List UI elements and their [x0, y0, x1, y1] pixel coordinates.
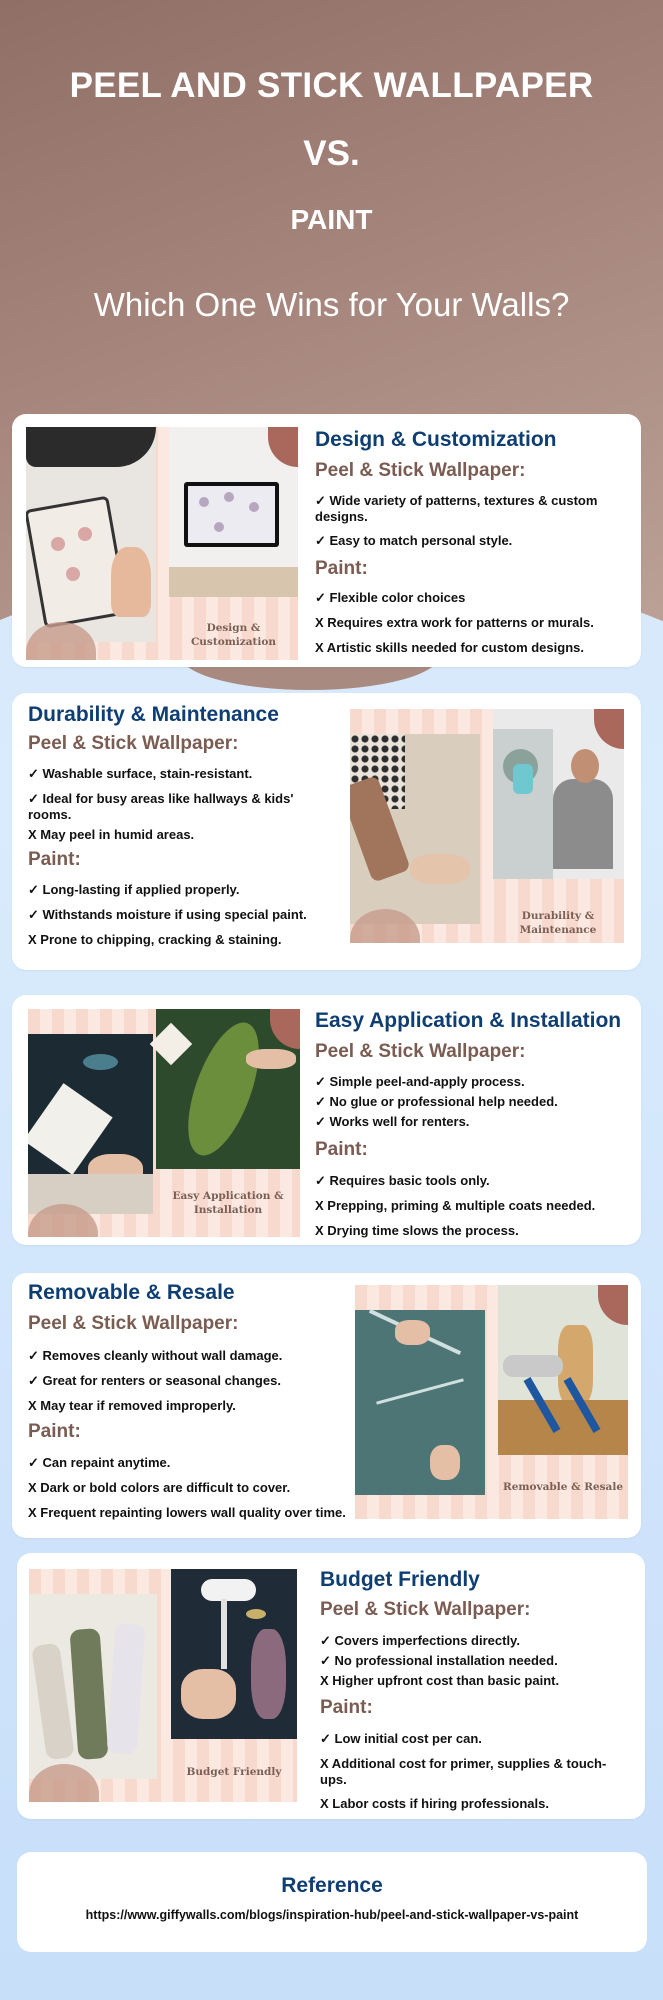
- roller-tools-image: [498, 1285, 628, 1455]
- hero-vs: VS.: [303, 134, 360, 173]
- wallpaper-point: ✓ Wide variety of patterns, textures & custom designs.: [315, 493, 598, 524]
- hero-paint: PAINT: [290, 204, 373, 235]
- hero-title: PEEL AND STICK WALLPAPER: [69, 66, 594, 105]
- wallpaper-roll-image: [350, 734, 480, 924]
- wallpaper-heading: Peel & Stick Wallpaper:: [315, 1041, 526, 1062]
- section-image: [29, 1569, 297, 1802]
- paint-heading: Paint:: [315, 558, 368, 579]
- image-caption-line2: Installation: [193, 1204, 263, 1216]
- wallpaper-point: ✓ Removes cleanly without wall damage.: [28, 1348, 283, 1363]
- wallpaper-point: ✓ Great for renters or seasonal changes.: [28, 1373, 281, 1388]
- section-image: [26, 427, 298, 660]
- wallpaper-heading: Peel & Stick Wallpaper:: [28, 1313, 239, 1334]
- wallpaper-heading: Peel & Stick Wallpaper:: [28, 733, 239, 754]
- wallpaper-point: ✓ No glue or professional help needed.: [315, 1094, 558, 1109]
- section-title: Easy Application & Installation: [315, 1009, 622, 1032]
- image-caption-line1: Easy Application &: [172, 1190, 284, 1202]
- man-wallpapering-image: [493, 709, 624, 879]
- wallpaper-heading: Peel & Stick Wallpaper:: [315, 460, 526, 481]
- wallpaper-point: ✓ Works well for renters.: [315, 1114, 470, 1129]
- section-title: Budget Friendly: [320, 1568, 480, 1591]
- section-title: Durability & Maintenance: [28, 703, 279, 726]
- wallpaper-point: X Higher upfront cost than basic paint.: [320, 1673, 560, 1688]
- image-caption: Design & Customization: [190, 622, 277, 648]
- section-image: [355, 1285, 628, 1519]
- paint-point: X Artistic skills needed for custom designs.: [315, 640, 584, 655]
- wallpaper-point: X May tear if removed improperly.: [28, 1398, 236, 1413]
- dark-mural-roller-image: [171, 1569, 297, 1739]
- paint-point: ✓ Flexible color choices: [315, 590, 466, 605]
- wallpaper-heading: Peel & Stick Wallpaper:: [320, 1599, 531, 1620]
- paint-point: ✓ Withstands moisture if using special paint.: [28, 907, 307, 922]
- section-image: [28, 1009, 300, 1237]
- reference-title: Reference: [281, 1874, 383, 1897]
- section-budget-friendly: [17, 1553, 645, 1819]
- paint-point: ✓ Can repaint anytime.: [28, 1455, 171, 1470]
- image-caption: Budget Friendly: [186, 1766, 282, 1778]
- section-removable-resale: [12, 1273, 641, 1538]
- wallpaper-point: ✓ Covers imperfections directly.: [320, 1633, 520, 1648]
- section-image: [350, 709, 624, 943]
- paint-point: ✓ Low initial cost per can.: [320, 1731, 482, 1746]
- paint-point: X Dark or bold colors are difficult to cover.: [28, 1480, 291, 1495]
- paint-heading: Paint:: [320, 1697, 373, 1718]
- paint-point: X Prone to chipping, cracking & staining.: [28, 932, 282, 947]
- paint-point: X Frequent repainting lowers wall quality over time.: [28, 1505, 346, 1520]
- wallpaper-point: X May peel in humid areas.: [28, 827, 195, 842]
- wallpaper-point: ✓ Washable surface, stain-resistant.: [28, 766, 253, 781]
- marble-wallpaper-image: [355, 1310, 485, 1495]
- image-caption: Removable & Resale: [502, 1481, 624, 1493]
- reference-link[interactable]: https://www.giffywalls.com/blogs/inspiration-hub/peel-and-stick-wallpaper-vs-paint: [85, 1908, 579, 1922]
- paint-point: ✓ Requires basic tools only.: [315, 1173, 490, 1188]
- hero-subtitle: Which One Wins for Your Walls?: [93, 286, 570, 323]
- peeling-wallpaper-image: [28, 1034, 153, 1214]
- wallpaper-point: ✓ Simple peel-and-apply process.: [315, 1074, 525, 1089]
- section-title: Removable & Resale: [28, 1281, 235, 1304]
- wallpaper-point: ✓ No professional installation needed.: [320, 1653, 558, 1668]
- paint-point: X Requires extra work for patterns or murals.: [315, 615, 594, 630]
- section-design-customization: [12, 414, 641, 667]
- paint-point: X Drying time slows the process.: [315, 1223, 519, 1238]
- paint-point: X Additional cost for primer, supplies & touch-ups.: [320, 1756, 607, 1787]
- section-easy-application: [12, 995, 641, 1245]
- tablet-sketch-image: [26, 427, 156, 642]
- wallpaper-point: ✓ Ideal for busy areas like hallways & kids' rooms.: [28, 791, 294, 822]
- paint-point: X Prepping, priming & multiple coats needed.: [315, 1198, 596, 1213]
- paint-heading: Paint:: [28, 1421, 81, 1442]
- paint-point: X Labor costs if hiring professionals.: [320, 1796, 549, 1811]
- paint-heading: Paint:: [315, 1139, 368, 1160]
- wallpaper-point: ✓ Easy to match personal style.: [315, 533, 513, 548]
- reference-card: [17, 1852, 647, 1952]
- section-durability-maintenance: [12, 693, 641, 970]
- paint-heading: Paint:: [28, 849, 81, 870]
- paint-point: ✓ Long-lasting if applied properly.: [28, 882, 240, 897]
- image-caption: Durability & Maintenance: [519, 910, 597, 936]
- section-title: Design & Customization: [315, 428, 557, 451]
- monitor-image: [169, 427, 298, 597]
- leaf-wallpaper-image: [156, 1009, 300, 1169]
- wallpaper-rolls-image: [29, 1594, 157, 1779]
